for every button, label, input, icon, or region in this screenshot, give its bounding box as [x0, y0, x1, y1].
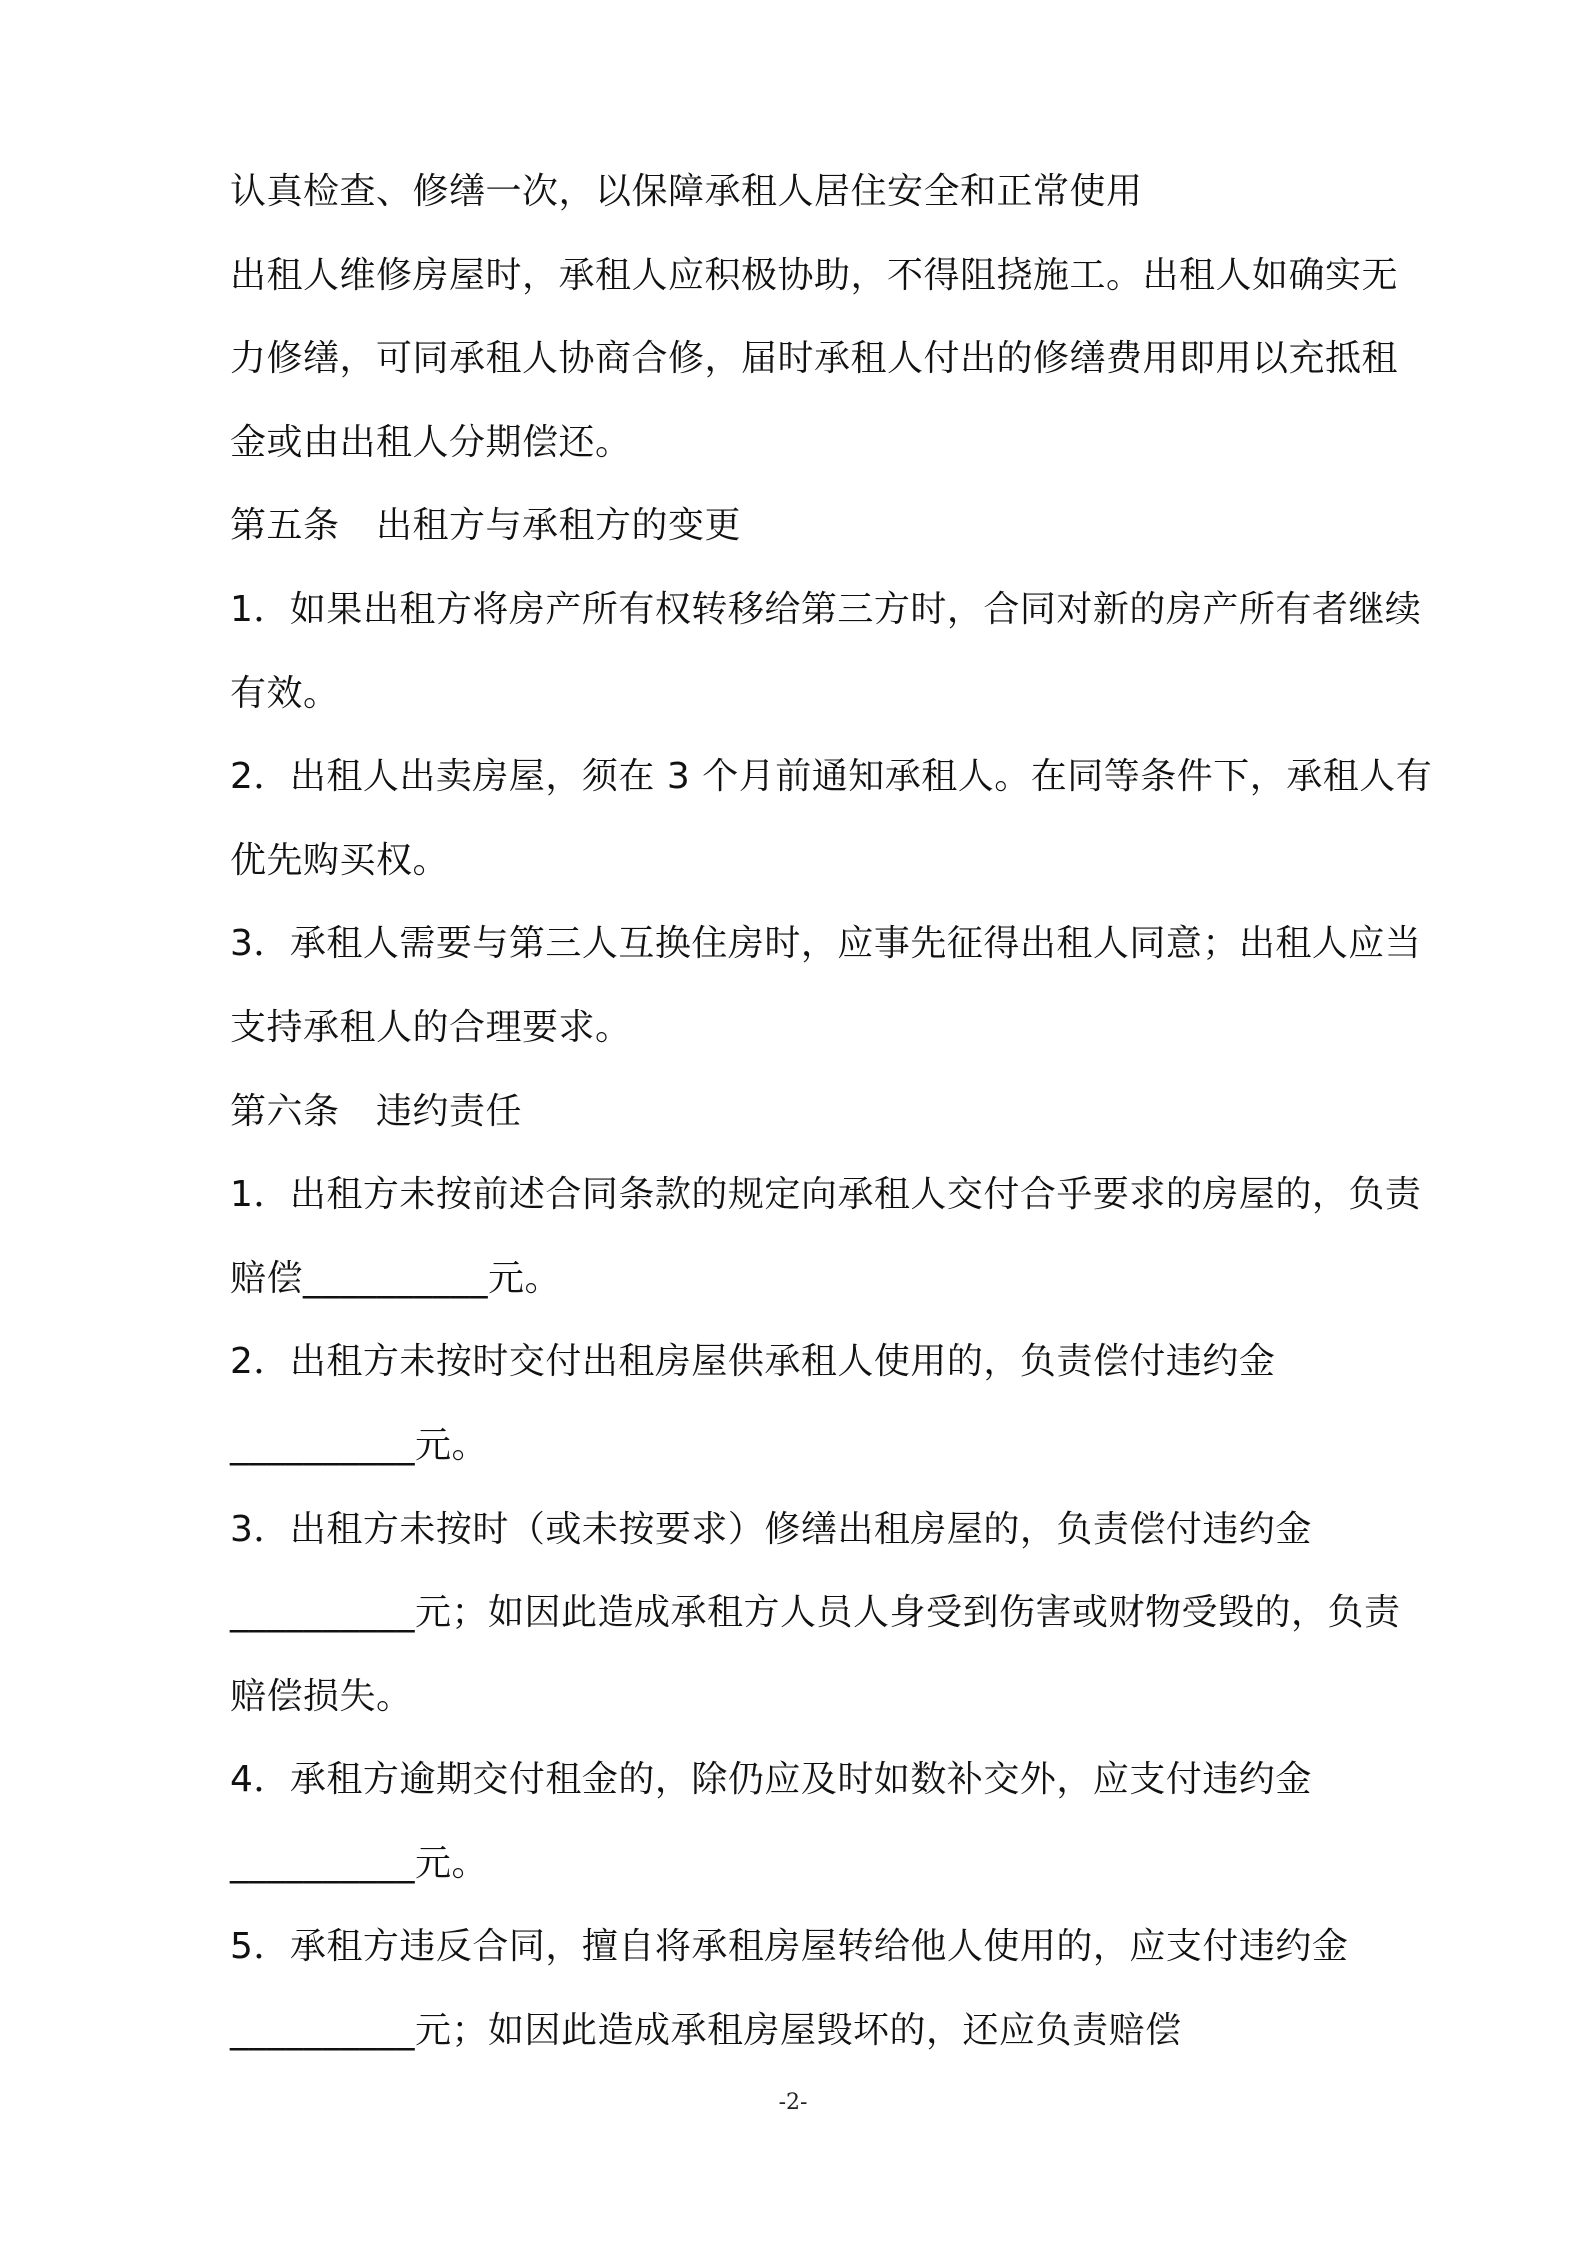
text-line: 1．如果出租方将房产所有权转移给第三方时，合同对新的房产所有者继续: [230, 588, 1422, 630]
text-line: 2．出租人出卖房屋，须在 3 个月前通知承租人。在同等条件下，承租人有: [230, 756, 1433, 798]
page-number: -2-: [778, 2090, 808, 2115]
text-line: 2．出租方未按时交付出租房屋供承租人使用的，负责偿付违约金: [230, 1341, 1276, 1383]
text-line: 赔偿__________元。: [230, 1257, 562, 1299]
text-line: 赔偿损失。: [230, 1675, 413, 1717]
text-line: 有效。: [230, 672, 340, 714]
article-heading: 第六条 违约责任: [230, 1090, 523, 1132]
text-line: __________元；如因此造成承租方人员人身受到伤害或财物受毁的，负责: [230, 1592, 1401, 1634]
document-body: [230, 150, 1445, 2073]
text-line: 认真检查、修缮一次，以保障承租人居住安全和正常使用: [230, 171, 1143, 212]
text-line: 出租人维修房屋时，承租人应积极协助，不得阻挠施工。出租人如确实无: [230, 254, 1399, 296]
text-line: 3．承租人需要与第三人互换住房时，应事先征得出租人同意；出租人应当: [230, 923, 1422, 965]
text-line: 5．承租方违反合同，擅自将承租房屋转给他人使用的，应支付违约金: [230, 1926, 1349, 1968]
text-line: 支持承租人的合理要求。: [230, 1006, 632, 1048]
text-line: 力修缮，可同承租人协商合修，届时承租人付出的修缮费用即用以充抵租: [230, 338, 1399, 380]
text-line: __________元。: [230, 1842, 489, 1884]
text-line: 1．出租方未按前述合同条款的规定向承租人交付合乎要求的房屋的，负责: [230, 1174, 1422, 1216]
text-line: 4．承租方逾期交付租金的，除仍应及时如数补交外，应支付违约金: [230, 1759, 1312, 1801]
text-line: __________元；如因此造成承租房屋毁坏的，还应负责赔偿: [230, 2010, 1182, 2052]
text-line: 金或由出租人分期偿还。: [230, 421, 632, 463]
text-line: 优先购买权。: [230, 839, 450, 881]
article-heading: 第五条 出租方与承租方的变更: [230, 505, 742, 547]
text-line: __________元。: [230, 1424, 489, 1466]
text-line: 3．出租方未按时（或未按要求）修缮出租房屋的，负责偿付违约金: [230, 1508, 1312, 1550]
